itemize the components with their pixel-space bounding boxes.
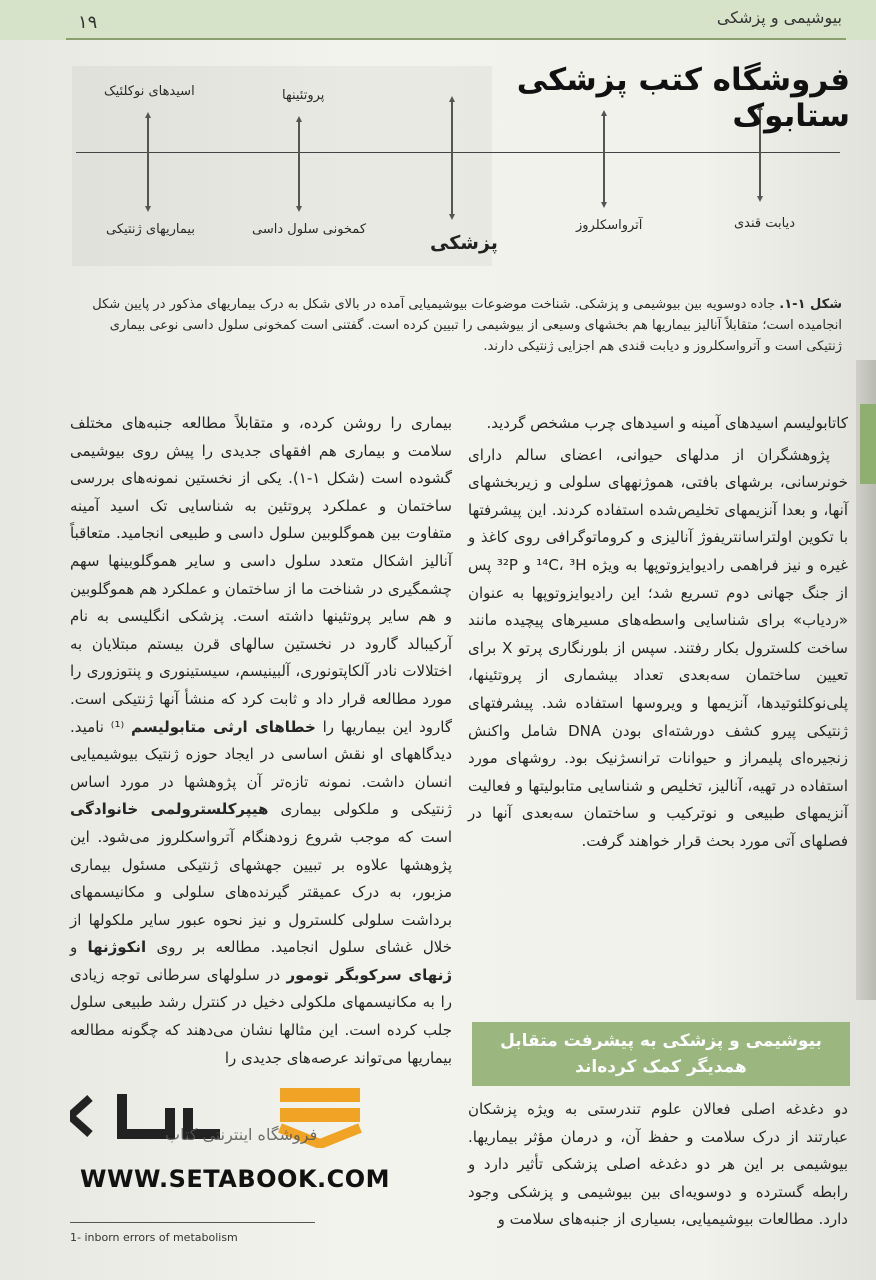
figure-top-label-proteins: پروتئینها bbox=[282, 88, 325, 103]
right-paragraph-2: پژوهشگران از مدلهای حیوانی، اعضای سالم دارای خونرسانی، برشهای بافتی، هموژنههای سلولی و زیربخشهای آنها، و بعدا آنزیمهای تخلیص‌شده استفاده کردند. این پیشرفتها با تکوین اولتراسانتریفوژ آنالیزی و کروماتوگرافی روی کاغذ و غیره و نیز فراهمی رادیوایزوتوپها به ویژه ¹⁴C، ³H و ³²P پس از جنگ جهانی دوم تسریع شد؛ این رادیوایزوتوپها به عنوان «ردیاب» برای شناسایی واسطه‌های مسیرهای پیچیده مانند ساخت کلسترول بکار رفتند. سپس از بلورنگاری پرتو X برای تعیین ساختمان سه‌بعدی تعداد بیشماری از پروتئینها، پلی‌نوکلئوتیدها، آنزیمها و ویروسها استفاده شد. پیشرفتهای ژنتیکی پیرو کشف دورشته‌ای بودن DNA شامل واکنش زنجیره‌ای پلیمراز و حیوانات ترانسژنیک بود. روشهای مورد استفاده در تهیه، آنالیز، تخلیص و شناسایی متابولیتها و فعالیت آنزیمهای طبیعی و نوترکیب و ساختمان سه‌بعدی آنها در فصلهای آتی مورد بحث قرار خواهند گرفت. bbox=[468, 445, 848, 850]
figure-bottom-label-genetic: بیماریهای ژنتیکی bbox=[106, 222, 195, 237]
right-paragraph-1: کاتابولیسم اسیدهای آمینه و اسیدهای چرب مشخص گردید. bbox=[486, 414, 848, 432]
figure-axis-line bbox=[76, 152, 840, 153]
double-arrow-1 bbox=[145, 112, 151, 212]
right-column bbox=[468, 410, 848, 856]
caption-label: شکل ۱-۱. bbox=[779, 297, 842, 312]
header-rule bbox=[66, 38, 846, 40]
watermark-title: فروشگاه کتب پزشکی ستابوک bbox=[516, 62, 850, 134]
term-tumor-suppressor: ژنهای سرکوبگر تومور bbox=[286, 965, 452, 984]
section-body bbox=[468, 1096, 848, 1234]
watermark-url: WWW.SETABOOK.COM bbox=[80, 1165, 391, 1193]
left-text-4: و bbox=[70, 938, 78, 957]
figure-bottom-label-diabetes: دیابت قندی bbox=[734, 216, 796, 231]
term-inborn-errors: خطاهای ارثی متابولیسم bbox=[130, 717, 316, 736]
figure-center-label: پزشکی bbox=[430, 232, 498, 254]
left-text-2: ⁽¹⁾ نامید. دیدگاههای او نقش اساسی در ایجاد حوزه ژنتیک بیوشیمیایی انسان داشت. نمونه تازه‌تر آن پژوهشها در مورد اساس ژنتیکی و ملکولی بیماری bbox=[70, 717, 452, 819]
left-text-3: است که موجب شروع زودهنگام آترواسکلروز می‌شود. این پژوهشها علاوه بر تبیین جهشهای ژنتیکی مسئول بیماری مزبور، به درک عمیقتر گیرنده‌های سلولی و مکانیسمهای برداشت سلولی کلسترول و نیز نحوه عبور سایر ملکولها از خلال غشای سلول انجامید. مطالعه بر روی bbox=[70, 827, 452, 957]
page-number: ۱۹ bbox=[78, 12, 98, 33]
chapter-title: بیوشیمی و پزشکی bbox=[716, 8, 842, 27]
figure-bottom-label-sickle: کمخونی سلول داسی bbox=[252, 222, 367, 237]
figure-bottom-label-atherosclerosis: آترواسکلروز bbox=[576, 218, 643, 233]
figure-caption bbox=[80, 294, 842, 357]
caption-text: جاده دوسویه بین بیوشیمی و پزشکی. شناخت موضوعات بیوشیمیایی آمده در بالای شکل به درک بیماریهای مذکور در پایین شکل انجامیده است؛ متقابلاً آنالیز بیماریها هم بخشهای وسیعی از بیوشیمی را تبیین کرده است. گفتنی است کمخونی سلول داسی نوعی بیماری ژنتیکی است و آترواسکلروز و دیابت قندی هم اجزایی ژنتیکی دارند. bbox=[92, 297, 842, 354]
section-paragraph: دو دغدغه اصلی فعالان علوم تندرستی به ویژه پزشکان عبارتند از درک سلامت و حفظ آن، و درمان مؤثر بیماریها. بیوشیمی بر این هر دو دغدغه اصلی پزشکی تأثیر دارد و رابطه گسترده و دوسویه‌ای بین بیوشیمی و پزشکی وجود دارد. مطالعات بیوشیمیایی، بسیاری از جنبه‌های سلامت و bbox=[468, 1100, 848, 1229]
left-column bbox=[70, 410, 452, 1072]
figure-top-label-nucleic-acids: اسیدهای نوکلئیک bbox=[104, 84, 195, 99]
section-heading: بیوشیمی و پزشکی به پیشرفت متقابل همدیگر کمک کرده‌اند bbox=[472, 1022, 850, 1086]
left-paragraph bbox=[70, 410, 452, 1072]
left-text-1: بیماری را روشن کرده، و متقابلاً مطالعه جنبه‌های مختلف سلامت و بیماری هم افقهای جدیدی را پیش روی بیوشیمی گشوده است (شکل ۱-۱). یکی از نخستین نمونه‌های بررسی ساختمان و عملکرد پروتئین به شناسایی تک اسید آمینه متفاوت بین هموگلوبین سلول داسی و طبیعی انجامید. متعاقباً آنالیز اشکال متعدد سلول داسی و سایر هموگلوبینها سهم چشمگیری در شناخت ما از ساختمان و عملکرد هم هموگلوبین و هم سایر پروتئینها داشته است. پزشکی انگلیسی به نام آرکیبالد گارود در نخستین سالهای قرن بیستم مبتلایان به اختلالات نادر آلکاپتونوری، آلبینیسم، سیستینوری و پنتوزوری را مورد مطالعه قرار داد و ثابت کرد که منشأ آنها ژنتیکی است. گارود این بیماریها را bbox=[70, 414, 452, 736]
footnote-rule bbox=[70, 1222, 315, 1223]
term-oncogenes: انکوژنها bbox=[87, 938, 147, 957]
double-arrow-2 bbox=[296, 116, 302, 212]
chapter-tab bbox=[860, 404, 876, 484]
left-text-5: در سلولهای سرطانی توجه زیادی را به مکانیسمهای ملکولی دخیل در کنترل رشد طبیعی سلول جلب کرده است. این مثالها نشان می‌دهند که چگونه مطالعه بیماریها می‌تواند عرصه‌های جدیدی را bbox=[70, 965, 452, 1067]
watermark-subtitle: فروشگاه اینترنتی کتاب bbox=[165, 1125, 318, 1144]
term-familial-hypercholesterolemia: هیپرکلسترولمی خانوادگی bbox=[70, 800, 269, 819]
footnote: 1- inborn errors of metabolism bbox=[70, 1231, 238, 1244]
